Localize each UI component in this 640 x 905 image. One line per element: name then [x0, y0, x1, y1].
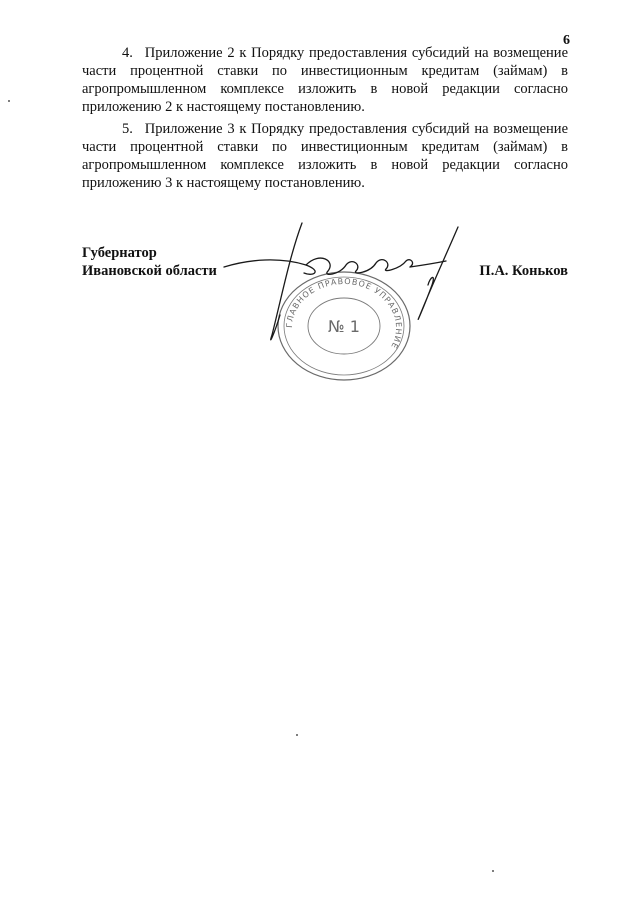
scan-speck [492, 870, 494, 872]
paragraph-number: 5. [122, 121, 133, 137]
scan-speck [8, 100, 10, 102]
scan-speck [296, 734, 298, 736]
paragraph-5 [82, 120, 568, 192]
handwritten-signature [210, 215, 480, 365]
paragraph-number: 4. [122, 45, 133, 61]
signer-region: Ивановской области [82, 263, 217, 279]
seal-center-text: № 1 [328, 317, 360, 336]
signer-name: П.А. Коньков [479, 263, 568, 279]
paragraph-text: Приложение 2 к Порядку предоставления субсидий на возмещение части процентной ставки по инвестиционным кредитам (займам) в агропромышленном комплексе изложить в новой редакции согласно приложению 2 к настоящему постановлению. [82, 45, 568, 115]
signer-position: Губернатор [82, 245, 157, 261]
document-body [82, 44, 568, 196]
signer-title [82, 244, 217, 280]
paragraph-text: Приложение 3 к Порядку предоставления субсидий на возмещение части процентной ставки по инвестиционным кредитам (займам) в агропромышленном комплексе изложить в новой редакции согласно приложению 3 к настоящему постановлению. [82, 121, 568, 191]
page-number: 6 [563, 33, 570, 48]
seal-outer-text: ГЛАВНОЕ ПРАВОВОЕ УПРАВЛЕНИЕ [284, 276, 404, 351]
paragraph-4 [82, 44, 568, 116]
